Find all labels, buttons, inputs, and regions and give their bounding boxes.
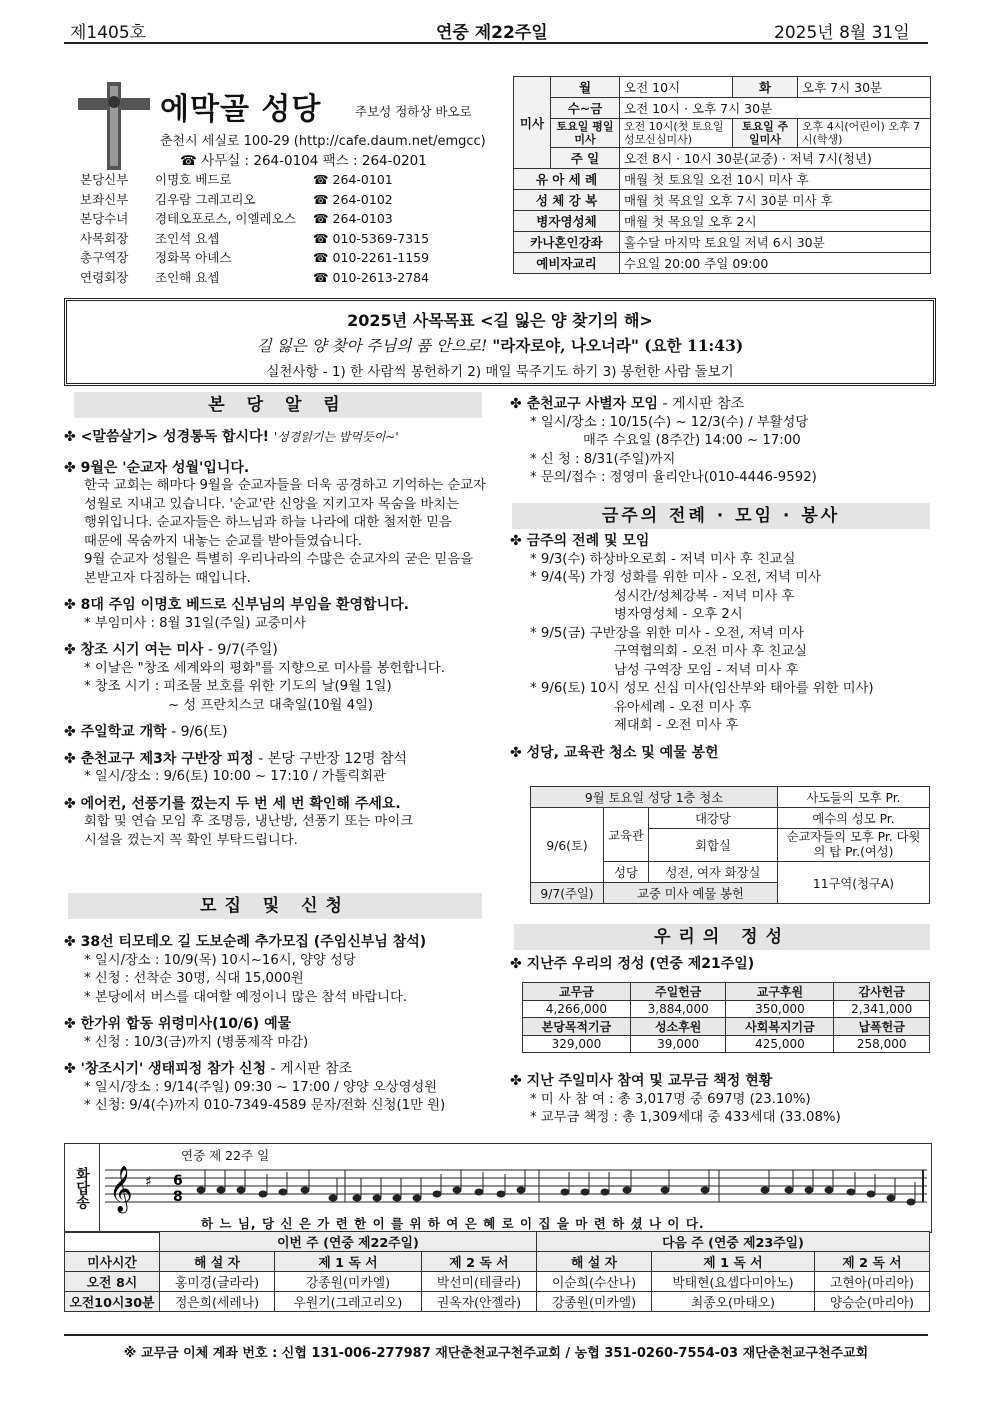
pastoral-goal-box	[64, 298, 936, 386]
svg-text:6: 6	[173, 1173, 183, 1189]
svg-text:♯: ♯	[145, 1174, 152, 1190]
schedule-line: 병자영성체 - 오후 2시	[614, 607, 743, 622]
crucifix-logo	[74, 80, 154, 172]
week-schedule	[510, 530, 932, 762]
psalm-week: 연중 제 22주 일	[181, 1148, 270, 1163]
notice-item: ✤ 창조 시기 여는 미사 - 9/7(주일)	[64, 642, 278, 658]
psalm-music-box	[64, 1143, 932, 1233]
schedule-line: 구역협의회 - 오전 미사 후 친교실	[614, 644, 807, 659]
cleaning-table: 9월 토요일 성당 1층 청소 사도들의 모후 Pr. 9/6(토) 교육관 대강당 예수의 성모 Pr. 회합실 순교자들의 모후 Pr. 다윗의 탑 Pr.(여성) 성당 성전, 여자 화장실 11구역(청구A) 9/7(주일) 교중 미사 예물 봉헌	[530, 786, 930, 904]
notice-item: ✤ 금주의 전례 및 모임	[510, 533, 650, 549]
recruit-item: ✤ 38선 티모테오 길 도보순례 추가모집 (주임신부님 참석)	[64, 934, 427, 950]
offering-title: ✤ 지난주 우리의 정성 (연중 제21주일)	[510, 956, 755, 972]
recruitment-list: ✤ 38선 티모테오 길 도보순례 추가모집 (주임신부님 참석) * 일시/장소 : 10/9(목) 10시~16시, 양양 성당 * 신청 : 선착순 30명, 식대 15,000원 * 본당에서 버스를 대여할 예정이니 많은 참석 바랍니다. ✤ 한가위 합동 위령미사(10/6) 예물 * 신청 : 10/3(금)까지 (병풍제작 마감) ✤ '창조시기' 생태피정 참가 신청 - 게시판 참조 * 일시/장소 : 9/14(주일) 09:30 ~ 17:00 / 양양 오상영성원 * 신청: 9/4(수)까지 010-7349-4589 문자/전화 신청(1만 원)	[64, 925, 500, 1116]
schedule-line: * 9/6(토) 10시 성모 신심 미사(임산부와 태아를 위한 미사)	[530, 681, 874, 696]
mass-label: 미사	[514, 77, 551, 169]
notice-item: ✤ 춘천교구 사별자 모임 - 게시판 참조	[510, 396, 745, 412]
svg-text:𝄞: 𝄞	[109, 1166, 133, 1212]
schedule-line: * 9/5(금) 구반장을 위한 미사 - 오전, 저녁 미사	[530, 625, 804, 641]
notice-item: ✤ <말씀살기> 성경통독 합시다! '성경읽기는 밥먹듯이~'	[64, 429, 399, 445]
offering-table: 교무금 주일헌금 교구후원 감사헌금 4,266,000 3,884,000 350,000 2,341,000 본당목적기금 성소후원 사회복지기금 납폭헌금 329,000 39,000 425,000 258,000	[522, 982, 930, 1053]
mass-schedule-table: 미사 월 오전 10시 화 오후 7시 30분 수~금 오전 10시 · 오후 7시 30분 토요일 평일미사 오전 10시(첫 토요일 성모신심미사) 토요일 주일미사 오후 4시(어린이) 오후 7시(학생) 주 일 오전 8시 · 10시 30분(교중) · 저녁 7시(청년) 유 아 세 례 매월 첫 토요일 오전 10시 미사 후 성 체 강 복 매월 첫 목요일 오후 7시 30분 미사 후 병자영성체 매월 첫 목요일 오후 2시 카나혼인강좌 홀수달 마지막 토요일 저녁 6시 30분 예비자교리 수요일 20:00 주일 09:00	[513, 76, 931, 274]
week-lines	[510, 551, 932, 736]
recruit-item: ✤ '창조시기' 생태피정 참가 신청 - 게시판 참조	[64, 1061, 353, 1077]
recruit-banner: 모집 및 신청	[68, 893, 482, 919]
notice-item: ✤ 9월은 '순교자 성월'입니다.	[64, 459, 250, 476]
music-staff	[105, 1162, 927, 1214]
attendance-status: ✤ 지난 주일미사 참여 및 교무금 책정 현황 * 미 사 참 여 : 총 3,017명 중 697명 (23.10%) * 교무금 책정 : 총 1,309세대 중 433세대 (33.08%)	[510, 1073, 841, 1125]
parish-address: 춘천시 세실로 100-29 (http://cafe.daum.net/emgcc)	[160, 134, 486, 149]
schedule-line: 남성 구역장 모임 - 저녁 미사 후	[614, 662, 799, 678]
schedule-line: 성시간/성체강복 - 저녁 미사 후	[614, 588, 795, 604]
issue-date: 2025년 8월 31일	[774, 23, 910, 43]
header-rule	[64, 42, 928, 44]
staff-row: 사목회장 조인석 요셉 ☎ 010-5369-7315	[80, 230, 430, 246]
notice-item: ✤ 주일학교 개학 - 9/6(토)	[64, 724, 228, 740]
psalm-side-label: 화답송	[65, 1144, 100, 1232]
notice-item: ✤ 8대 주임 이명호 베드로 신부님의 부임을 환영합니다.	[64, 597, 409, 613]
schedule-line: 유아세례 - 오전 미사 후	[614, 699, 752, 715]
office-phone: ☎ 사무실 : 264-0104 팩스 : 264-0201	[180, 153, 427, 169]
recruit-item: ✤ 한가위 합동 위령미사(10/6) 예물	[64, 1016, 292, 1032]
staff-row: 보좌신부 김우람 그레고리오 ☎ 264-0102	[80, 191, 393, 207]
schedule-line: * 9/3(수) 하상바오로회 - 저녁 미사 후 친교실	[530, 551, 796, 567]
notice-item: ✤ 성당, 교육관 청소 및 예물 봉헌	[510, 744, 719, 761]
issue-number: 제1405호	[70, 23, 147, 43]
staff-list	[80, 170, 429, 287]
liturgical-week: 연중 제22주일	[436, 23, 548, 43]
notice-item: ✤ 에어컨, 선풍기를 껐는지 두 번 세 번 확인해 주세요.	[64, 795, 401, 812]
footer-rule	[64, 1334, 928, 1336]
schedule-line: * 9/4(목) 가정 성화를 위한 미사 - 오전, 저녁 미사	[530, 570, 822, 585]
goal-motto: 길 잃은 양 찾아 주님의 품 안으로! "라자로야, 나오너라" (요한 11:43)	[256, 336, 744, 355]
parish-patron: 주보성 정하상 바오로	[355, 104, 472, 119]
notice-banner: 본 당 알 림	[74, 392, 482, 418]
svg-text:8: 8	[173, 1189, 183, 1205]
liturgy-banner: 금주의 전례 · 모임 · 봉사	[512, 503, 930, 529]
staff-row: 총구역장 정화목 아녜스 ☎ 010-2261-1159	[80, 250, 430, 265]
psalm-lyric: 하 느 님, 당 신 은 가 련 한 이 를 위 하 여 은 혜 로 이 집 을 마 련 하 셨 나 이 다.	[201, 1216, 705, 1231]
parish-notices: ✤ <말씀살기> 성경통독 합시다! '성경읽기는 밥먹듯이~' ✤ 9월은 '순교자 성월'입니다. 한국 교회는 해마다 9월을 순교자들을 더욱 공경하고 기억하는 순교자 성월로 지내고 있습니다. '순교'란 신앙을 지키고자 목숨을 바치는 행위입니다. 순교자들은 하느님과 하늘 나라에 대한 철저한 믿음 때문에 목숨까지 내놓는 순교를 받아들였습니다. 9월 순교자 성월은 특별히 우리나라의 수많은 순교자의 굳은 믿음을 본받고자 다짐하는 때입니다. ✤ 8대 주임 이명호 베드로 신부님의 부임을 환영합니다. * 부임미사 : 8월 31일(주일) 교중미사 ✤ 창조 시기 여는 미사 - 9/7(주일) * 이날은 "창조 세계와의 평화"를 지향으로 미사를 봉헌합니다. * 창조 시기 : 피조물 보호를 위한 기도의 날(9월 1일) ~ 성 프란치스코 대축일(10월 4일) ✤ 주일학교 개학 - 9/6(토) ✤ 춘천교구 제3차 구반장 피정 - 본당 구반장 12명 참석 * 일시/장소 : 9/6(토) 10:00 ~ 17:10 / 가톨릭회관 ✤ 에어컨, 선풍기를 껐는지 두 번 세 번 확인해 주세요. 회합 및 연습 모임 후 조명등, 냉난방, 선풍기 또는 마이크 시설을 껐는지 꼭 확인 부탁드립니다.	[64, 420, 500, 850]
bereaved-group: ✤ 춘천교구 사별자 모임 - 게시판 참조 * 일시/장소 : 10/15(수) ~ 12/3(수) / 부활성당 매주 수요일 (8주간) 14:00 ~ 17:00 * 신 청 : 8/31(주일)까지 * 문의/접수 : 정영미 율리안나(010-4446-9592)	[510, 390, 930, 488]
goal-title: 2025년 사목목표 <길 잃은 양 찾기의 해>	[347, 311, 653, 330]
staff-row: 본당수녀 경테오포로스, 이엘레오스 ☎ 264-0103	[80, 211, 393, 226]
notice-item: ✤ 춘천교구 제3차 구반장 피정 - 본당 구반장 12명 참석	[64, 750, 408, 767]
staff-row: 연령회장 조인해 요셉 ☎ 010-2613-2784	[80, 269, 430, 285]
offering-banner: 우리의 정성	[514, 924, 930, 950]
ministry-schedule: 이번 주 (연중 제22주일) 다음 주 (연중 제23주일) 미사시간 해 설 자 제 1 독 서 제 2 독 서 해 설 자 제 1 독 서 제 2 독 서 오전 8시 홍미경(글라라) 강종원(미카엘) 박선미(테클라) 이순희(수산나) 박태현(요셉다미아노) 고현아(마리아) 오전10시30분 정은희(세레나) 우원기(그레고리오) 권옥자(안젤라) 강종원(미카엘) 최종오(마태오) 양승순(마리아)	[64, 1231, 930, 1312]
parish-name: 에막골 성당	[160, 92, 322, 127]
schedule-line: 제대회 - 오전 미사 후	[614, 718, 739, 733]
goal-practice: 실천사항 - 1) 한 사람씩 봉헌하기 2) 매일 묵주기도 하기 3) 봉헌한 사람 돌보기	[266, 364, 734, 380]
account-footer: ※ 교무금 이체 계좌 번호 : 신협 131-006-277987 재단춘천교구천주교회 / 농협 351-0260-7554-03 재단춘천교구천주교회	[123, 1346, 869, 1361]
staff-row: 본당신부 이명호 베드로 ☎ 264-0101	[80, 172, 393, 187]
